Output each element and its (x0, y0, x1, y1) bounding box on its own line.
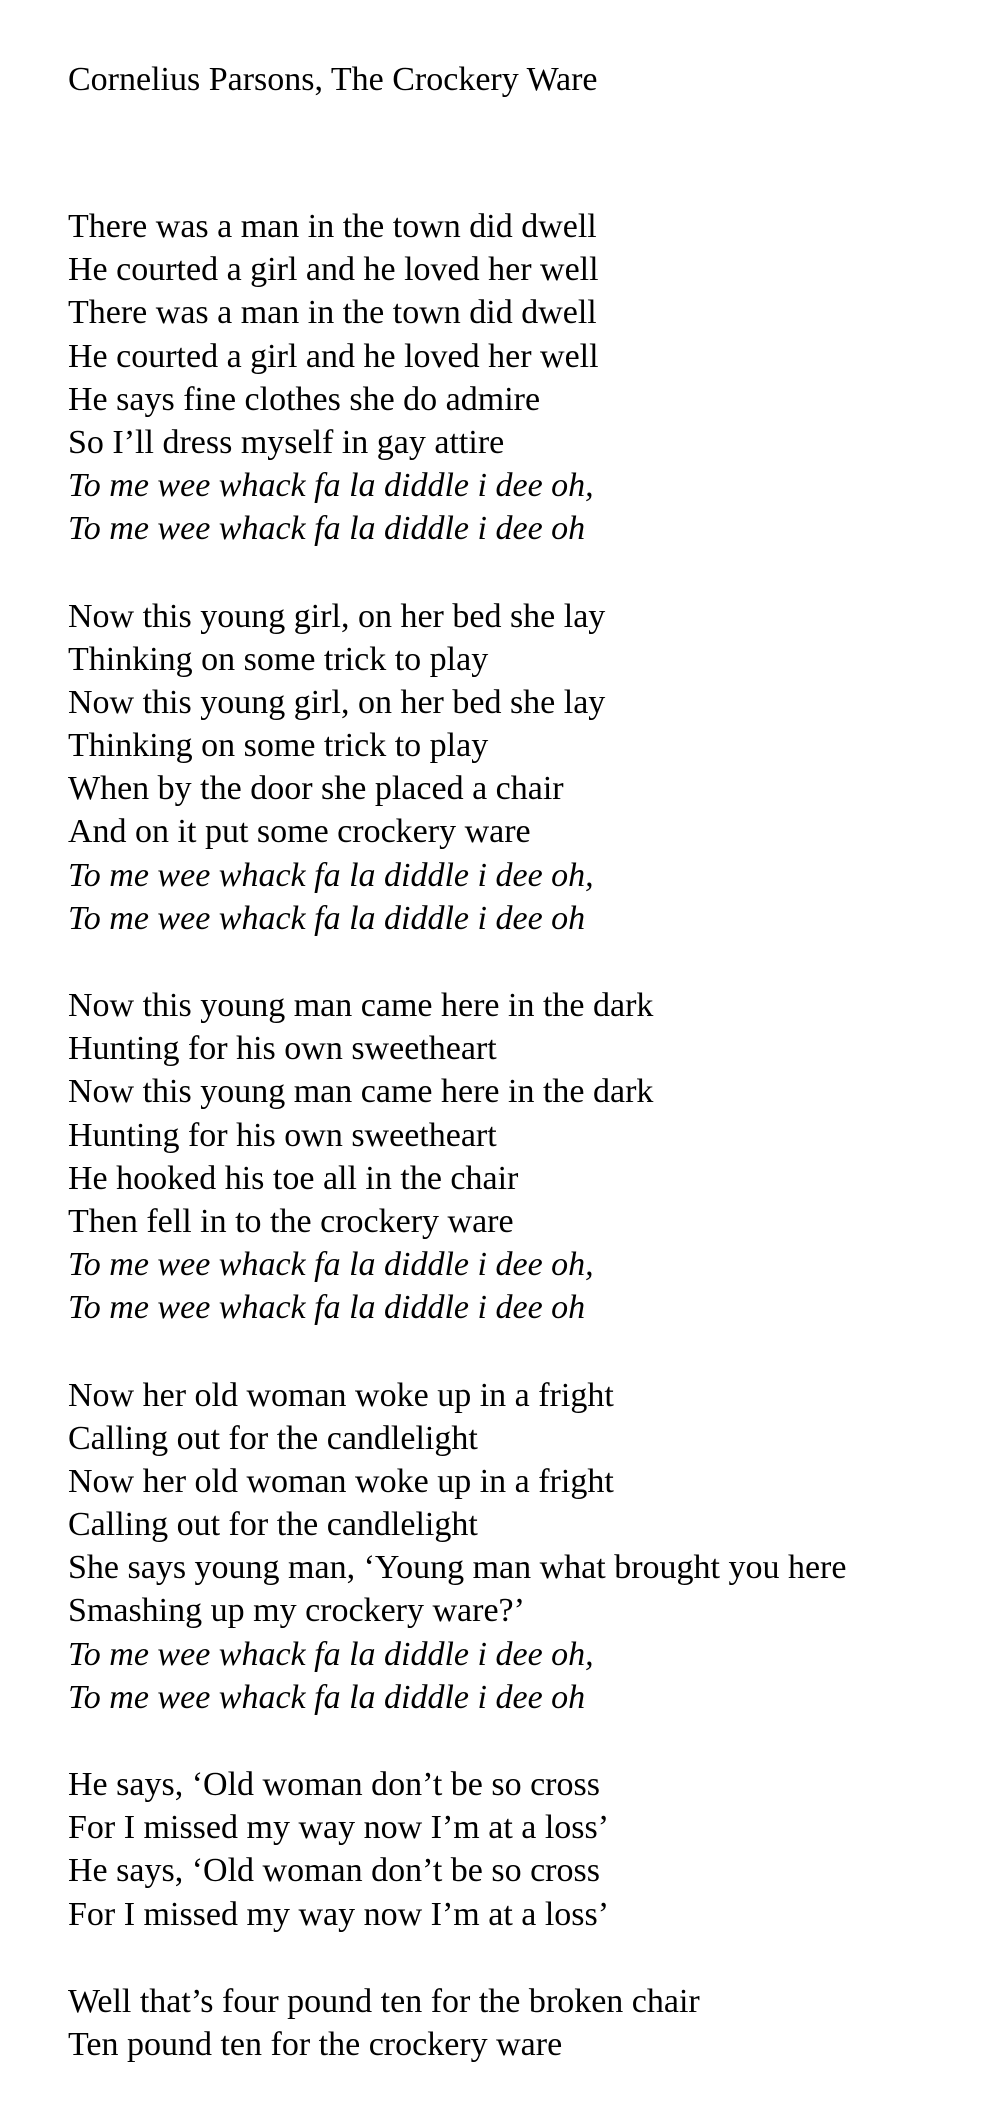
verse-line: He says fine clothes she do admire (68, 380, 541, 418)
verse-line: Now this young man came here in the dark (68, 1073, 654, 1111)
document-page (68, 58, 988, 2110)
verse-line: Well that’s four pound ten for the broken chair (68, 1982, 700, 2020)
verse-line: Now her old woman woke up in a fright (68, 1462, 614, 1500)
stanza (68, 1763, 988, 1936)
verse-line: When by the door she placed a chair (68, 770, 564, 808)
verse-line: Calling out for the candlelight (68, 1419, 478, 1457)
verse-line: He says, ‘Old woman don’t be so cross (68, 1766, 600, 1803)
chorus-line: To me wee whack fa la diddle i dee oh, (68, 467, 594, 505)
verse-line: And on it put some crockery ware (68, 813, 531, 851)
document-title: Cornelius Parsons, The Crockery Ware (68, 61, 598, 98)
verse-line: Now her old woman woke up in a fright (68, 1376, 614, 1414)
chorus-line: To me wee whack fa la diddle i dee oh (68, 1289, 586, 1327)
verse-line: She says young man, ‘Young man what brought you here (68, 1549, 847, 1587)
verse-line: For I missed my way now I’m at a loss’ (68, 1809, 610, 1847)
verse-line: Thinking on some trick to play (68, 727, 489, 765)
verse-line: There was a man in the town did dwell (68, 294, 597, 332)
stanza (68, 595, 988, 941)
verse-line: Ten pound ten for the crockery ware (68, 2025, 563, 2063)
chorus-line: To me wee whack fa la diddle i dee oh, (68, 1246, 594, 1284)
verse-line: For I missed my way now I’m at a loss’ (68, 1895, 610, 1933)
verse-line: He courted a girl and he loved her well (68, 337, 599, 375)
verse-line: Then fell in to the crockery ware (68, 1202, 514, 1240)
verse-line: Smashing up my crockery ware?’ (68, 1592, 525, 1630)
chorus-line: To me wee whack fa la diddle i dee oh, (68, 1635, 594, 1673)
verse-line: Now this young girl, on her bed she lay (68, 597, 606, 635)
verse-line: He says, ‘Old woman don’t be so cross (68, 1852, 600, 1890)
verse-line: Now this young man came here in the dark (68, 987, 654, 1024)
stanza (68, 205, 988, 551)
verse-line: Hunting for his own sweetheart (68, 1030, 497, 1068)
stanza (68, 984, 988, 1330)
verse-line: Now this young girl, on her bed she lay (68, 683, 606, 721)
chorus-line: To me wee whack fa la diddle i dee oh (68, 899, 586, 937)
chorus-line: To me wee whack fa la diddle i dee oh (68, 510, 586, 548)
verse-line: He courted a girl and he loved her well (68, 251, 599, 289)
chorus-line: To me wee whack fa la diddle i dee oh (68, 1678, 586, 1716)
verse-line: Thinking on some trick to play (68, 640, 489, 678)
verse-line: There was a man in the town did dwell (68, 208, 597, 245)
verse-line: Hunting for his own sweetheart (68, 1116, 497, 1154)
verse-line: Calling out for the candlelight (68, 1506, 478, 1544)
stanza (68, 1980, 988, 2066)
verse-line: He hooked his toe all in the chair (68, 1159, 519, 1197)
lyrics-body (68, 205, 988, 2066)
verse-line: So I’ll dress myself in gay attire (68, 423, 505, 461)
chorus-line: To me wee whack fa la diddle i dee oh, (68, 856, 594, 894)
stanza (68, 1374, 988, 1720)
